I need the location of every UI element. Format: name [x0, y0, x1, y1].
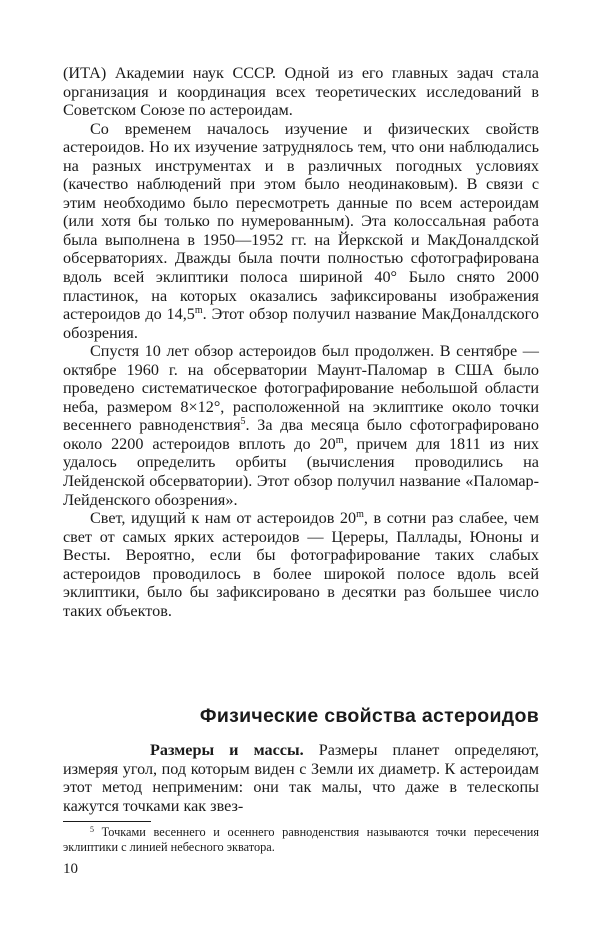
footnote-marker: 5 — [90, 825, 94, 834]
subsection-paragraph: Размеры и массы. Размеры планет определяют, измеряя угол, под которым виден с Земли их диаметр. К астероидам этот метод неприменим: они так малы, что даже в телескопы кажутся точками как звез- — [63, 741, 539, 815]
subsection-sizes-masses — [63, 741, 539, 815]
section-heading: Физические свойства астероидов — [199, 705, 539, 727]
paragraph-palomar-survey: Спустя 10 лет обзор астероидов был продолжен. В сентябре — октябре 1960 г. на обсерватории Маунт-Паломар в США было проведено систематическое фотографирование небольшой области неба, размером 8×12°, расположенной на эклиптике около точки весеннего равноденствия$^5$. За два месяца было сфотографировано около 2200 астероидов вплоть до 20$^m$, причем для 1811 из них удалось определить орбиты (вычисления проводились на Лейденской обсерватории). Этот обзор получил название «Паломар-Лейденского обозрения». — [63, 342, 539, 509]
page-number: 10 — [63, 861, 78, 877]
paragraph-ita-continuation: (ИТА) Академии наук СССР. Одной из его главных задач стала организация и координация всех теоретических исследований в Советском Союзе по астероидам. — [63, 64, 539, 120]
footnote-text: Точками весеннего и осеннего равноденствия называются точки пересечения эклиптики с линией небесного экватора. — [63, 825, 539, 854]
footnote-ref: 5 — [240, 416, 246, 428]
footnote-divider — [63, 821, 151, 822]
paragraph-physical-properties: Со временем началось изучение и физических свойств астероидов. Но их изучение затруднялось тем, что они наблюдались на разных инструментах и в различных погодных условиях (качество наблюдений при этом было неодинаковым). В связи с этим необходимо было пересмотреть данные по всем астероидам (или хотя бы только по нумерованным). Эта колоссальная работа была выполнена в 1950—1952 гг. на Йеркской и МакДоналдской обсерваториях. Дважды была почти полностью сфотографирована вдоль всей эклиптики полоса шириной 40° Было снято 2000 пластинок, на которых оказались зафиксированы изображения астероидов до 14,5$^m$. Этот обзор получил название МакДоналдского обозрения. — [63, 119, 539, 342]
footnote — [63, 825, 539, 855]
body-text — [63, 64, 539, 620]
paragraph-faint-asteroids: Свет, идущий к нам от астероидов 20$^m$, в сотни раз слабее, чем свет от самых ярких астероидов — Цереры, Паллады, Юноны и Весты. Вероятно, если бы фотографирование таких слабых астероидов проводилось в более широкой полосе вдоль всей эклиптики, было бы зафиксировано в десятки раз большее число таких объектов. — [63, 509, 539, 620]
subsection-lead: Размеры и массы. — [150, 741, 304, 759]
